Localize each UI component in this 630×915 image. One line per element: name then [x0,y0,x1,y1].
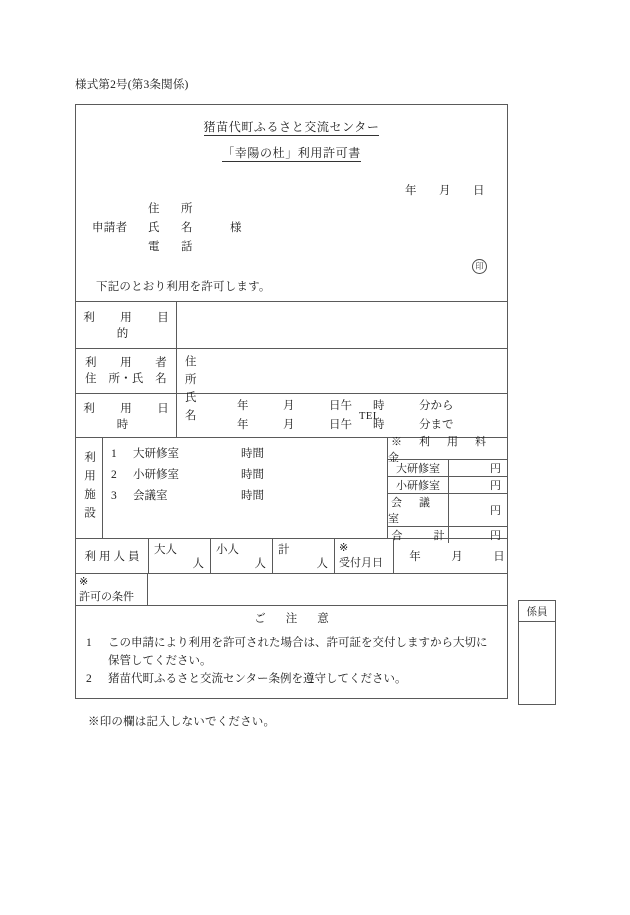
document-title-line2: 「幸陽の杜」利用許可書 [222,146,361,160]
datetime-to-minute: 分まで [419,419,454,431]
fee-unit: 円 [490,530,501,542]
fee-unit: 円 [490,480,501,492]
condition-label-line2: 許可の条件 [79,591,134,603]
staff-box-label: 係員 [519,601,555,622]
people-total-cell[interactable] [273,539,335,573]
notice-heading: ご注意 [76,605,507,630]
fee-table-header: ※ 利 用 料 金 [388,438,507,460]
row-purpose [76,301,507,348]
receipt-date-month: 月 [451,551,463,563]
applicant-honorific: 様 [230,222,242,234]
applicant-address-label: 住 所 [148,203,198,215]
datetime-from-line [237,397,507,416]
fee-value[interactable] [449,460,507,476]
fee-value[interactable] [449,477,507,493]
user-info-label-line1: 利 用 者 [85,357,167,369]
notice-item [86,670,497,688]
fee-name: 会 議 室 [388,494,449,526]
issue-date-day: 日 [473,185,485,197]
fee-unit: 円 [490,463,501,475]
facility-no: 3 [111,490,117,502]
fee-name: 小研修室 [388,477,449,493]
issue-date-month: 月 [439,185,451,197]
facility-name: 会議室 [133,490,168,502]
facility-item[interactable] [111,465,387,486]
notice-item-number: 1 [86,637,92,649]
seal-icon: 印 [472,259,487,274]
condition-label [76,574,148,605]
facility-no: 2 [111,469,117,481]
notice-body [76,630,507,698]
receipt-date-label [335,539,394,573]
people-child-unit: 人 [254,558,266,570]
receipt-date-value[interactable] [394,539,520,573]
fee-table [387,435,507,542]
datetime-to-year: 年 [237,419,249,431]
permit-form-table [75,104,508,699]
fee-row [388,494,507,527]
notice-item-text: この申請により利用を許可された場合は、許可証を交付しますから大切に保管してください。 [108,637,488,667]
applicant-label: 申請者 [92,222,128,234]
facility-name: 小研修室 [133,469,179,481]
form-number: 様式第2号(第3条関係) [75,79,189,91]
receipt-date-label-line2: 受付月日 [339,557,383,569]
people-adult-label: 大人 [154,544,177,556]
datetime-value[interactable] [177,394,507,437]
issue-date-year: 年 [405,185,417,197]
fee-unit: 円 [490,505,501,517]
fee-row [388,460,507,477]
people-child-label: 小人 [216,544,239,556]
condition-label-line1: ※ [79,576,89,588]
applicant-phone-label: 電 話 [148,241,198,253]
facility-unit: 時間 [241,469,264,481]
people-child-cell[interactable] [211,539,273,573]
footnote: ※印の欄は記入しないでください。 [88,716,276,728]
people-label: 利用人員 [76,539,149,573]
facility-no: 1 [111,448,117,460]
form-header [76,118,507,301]
user-address-label: 住 所 [185,356,218,386]
facility-list[interactable] [103,438,387,538]
datetime-to-month: 月 [283,419,295,431]
row-datetime [76,393,507,437]
fee-row [388,477,507,494]
receipt-date-year: 年 [409,551,421,563]
notice-item-text: 猪苗代町ふるさと交流センター条例を遵守してください。 [108,673,407,685]
issue-date-line [383,182,485,198]
fee-name: 大研修室 [388,460,449,476]
purpose-value[interactable] [177,302,507,348]
notice-item [86,634,497,670]
receipt-date-day: 日 [493,551,505,563]
permit-sentence: 下記のとおり利用を許可します。 [96,281,271,293]
datetime-to-day: 日午 [329,419,352,431]
fee-value[interactable] [449,494,507,526]
notice-item-number: 2 [86,673,92,685]
purpose-label: 利 用 目 的 [76,302,177,348]
user-info-label-line2: 住 所・氏 名 [85,373,167,385]
datetime-label: 利 用 日 時 [76,394,177,437]
user-info-label [76,349,177,393]
condition-value[interactable] [148,574,507,605]
row-people [76,538,507,573]
row-facility [76,435,507,542]
fee-total-name: 合 計 [388,527,449,543]
facility-name: 大研修室 [133,448,179,460]
applicant-block [92,200,242,257]
datetime-from-minute: 分から [419,400,454,412]
facility-item[interactable] [111,486,387,507]
facility-label: 利用施設 [76,438,103,538]
facility-item[interactable] [111,444,387,465]
staff-box [518,600,556,705]
receipt-date-label-line1: ※ [339,542,349,554]
row-condition [76,573,507,605]
datetime-from-year: 年 [237,400,249,412]
people-total-label: 計 [278,544,290,556]
applicant-name-label: 氏 名 [148,222,198,234]
facility-unit: 時間 [241,490,264,502]
datetime-to-hour: 時 [373,419,385,431]
datetime-from-day: 日午 [329,400,352,412]
datetime-from-hour: 時 [373,400,385,412]
document-title-line1: 猪苗代町ふるさと交流センター [203,120,380,134]
facility-unit: 時間 [241,448,264,460]
user-tel-label: TEL [359,411,380,422]
user-name-label: 氏 名 [185,392,218,422]
people-total-unit: 人 [316,558,328,570]
people-adult-unit: 人 [192,558,204,570]
datetime-from-month: 月 [283,400,295,412]
people-adult-cell[interactable] [149,539,211,573]
